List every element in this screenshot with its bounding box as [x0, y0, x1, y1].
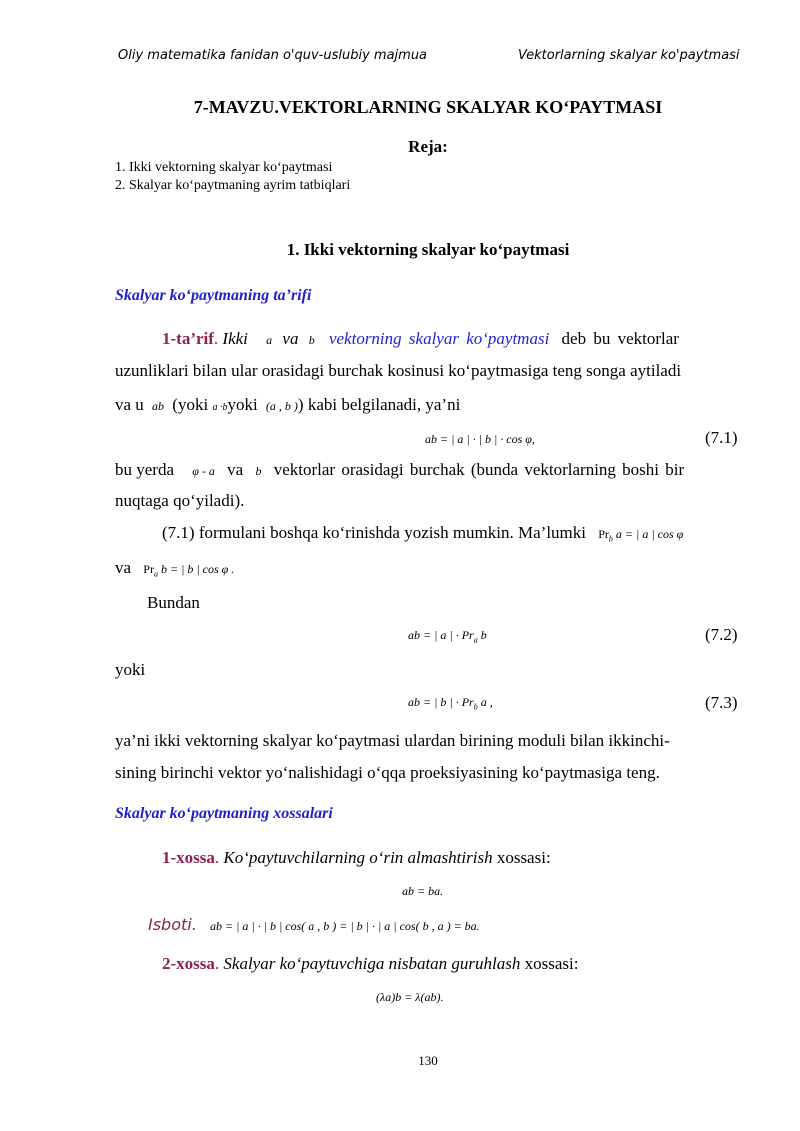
definition-line: 1-ta’rif. Ikki a va b vektorning skalyar ko‘paytmasi deb bu vektorlar [162, 329, 679, 348]
equation-number: (7.2) [705, 625, 738, 644]
plan-item: 1. Ikki vektorning skalyar ko‘paytmasi [115, 160, 333, 175]
conclusion-line2: sining birinchi vektor yo‘nalishidagi o‘qqa proeksiyasining ko‘paytmasiga teng. [115, 763, 660, 782]
word-va: va [282, 329, 299, 348]
page-title: 7-MAVZU.VEKTORLARNING SKALYAR KO‘PAYTMASI [193, 97, 663, 117]
equation-7-2: ab = | a | · $Pr_a$ b [408, 628, 487, 645]
conclusion-line1: ya’ni ikki vektorning skalyar ko‘paytmasi ulardan birining moduli bilan ikkinchi- [115, 731, 670, 750]
property-1-formula: ab = ba. [402, 884, 444, 898]
property-2: 2-xossa. Skalyar ko‘paytuvchiga nisbatan guruhlash xossasi: [162, 954, 579, 973]
property-label: 1-xossa [162, 848, 215, 867]
projection-1: $Pr_b$ a = | a | cos φ [598, 527, 684, 544]
definition-rest: deb bu vektorlar [561, 329, 679, 348]
property-name: Ko‘paytuvchilarning o‘rin almashtirish [223, 848, 493, 867]
section-heading: 1. Ikki vektorning skalyar ko‘paytmasi [286, 240, 570, 259]
header-left: Oliy matematika fanidan o'quv-uslubiy majmua [118, 48, 428, 63]
page-number: 130 [418, 1053, 438, 1068]
property-1: 1-xossa. Ko‘paytuvchilarning o‘rin almashtirish xossasi: [162, 848, 551, 867]
defined-term: vektorning skalyar ko‘paytmasi [328, 329, 550, 348]
angle-phi: φ - a [192, 464, 215, 478]
vector-b: b [308, 333, 315, 347]
notation-ab: ab [152, 399, 165, 413]
va-line: va $Pr_a$ b = | b | cos φ . [115, 558, 235, 579]
definition-line2: uzunliklari bilan ular orasidagi burchak kosinusi ko‘paytmasiga teng songa aytiladi [115, 361, 682, 380]
plan-heading: Reja: [408, 137, 448, 156]
bu-yerda-line: bu yerda φ - a va b vektorlar orasidagi burchak (bunda vektorlarning boshi bir [115, 460, 685, 479]
property-name: Skalyar ko‘paytuvchiga nisbatan guruhlash [223, 954, 521, 973]
formula-line: (7.1) formulani boshqa ko‘rinishda yozish mumkin. Ma’lumki $Pr_b$ a = | a | cos φ [162, 523, 684, 544]
word-ikki: Ikki [222, 329, 248, 348]
equation-7-1: ab = | a | · | b | · cos φ, [425, 432, 535, 446]
header-right: Vektorlarning skalyar ko'paytmasi [518, 48, 740, 63]
property-2-formula: (λa)b = λ(ab). [376, 990, 444, 1004]
notation-pair: (a , b ) [265, 399, 298, 413]
subheading-properties: Skalyar ko‘paytmaning xossalari [115, 805, 333, 822]
projection-2: $Pr_a$ b = | b | cos φ . [143, 562, 235, 579]
subheading-definition: Skalyar ko‘paytmaning ta’rifi [115, 287, 312, 304]
proof-label: Isboti. [148, 915, 197, 934]
equation-number: (7.3) [705, 693, 738, 712]
notation-a-dot-b: a ·b [212, 402, 228, 413]
equation-number: (7.1) [705, 428, 738, 447]
nuqtaga-line: nuqtaga qo‘yiladi). [115, 491, 245, 510]
definition-label: 1-ta’rif [162, 329, 214, 348]
proof-equation: ab = | a | · | b | cos( a , b ) = | b | · | a | cos( b , a ) = ba. [210, 919, 480, 933]
vector-a: a [266, 333, 273, 347]
yoki: yoki [115, 660, 146, 679]
property-label: 2-xossa [162, 954, 215, 973]
vector-b: b [255, 464, 262, 478]
plan-item: 2. Skalyar ko‘paytmaning ayrim tatbiqlari [115, 178, 351, 193]
definition-line3: va u ab (yoki a ·byoki (a , b )) kabi belgilanadi, ya’ni [115, 395, 461, 414]
bundan: Bundan [147, 593, 200, 612]
equation-7-3: ab = | b | · $Pr_b$ a , [408, 695, 493, 712]
